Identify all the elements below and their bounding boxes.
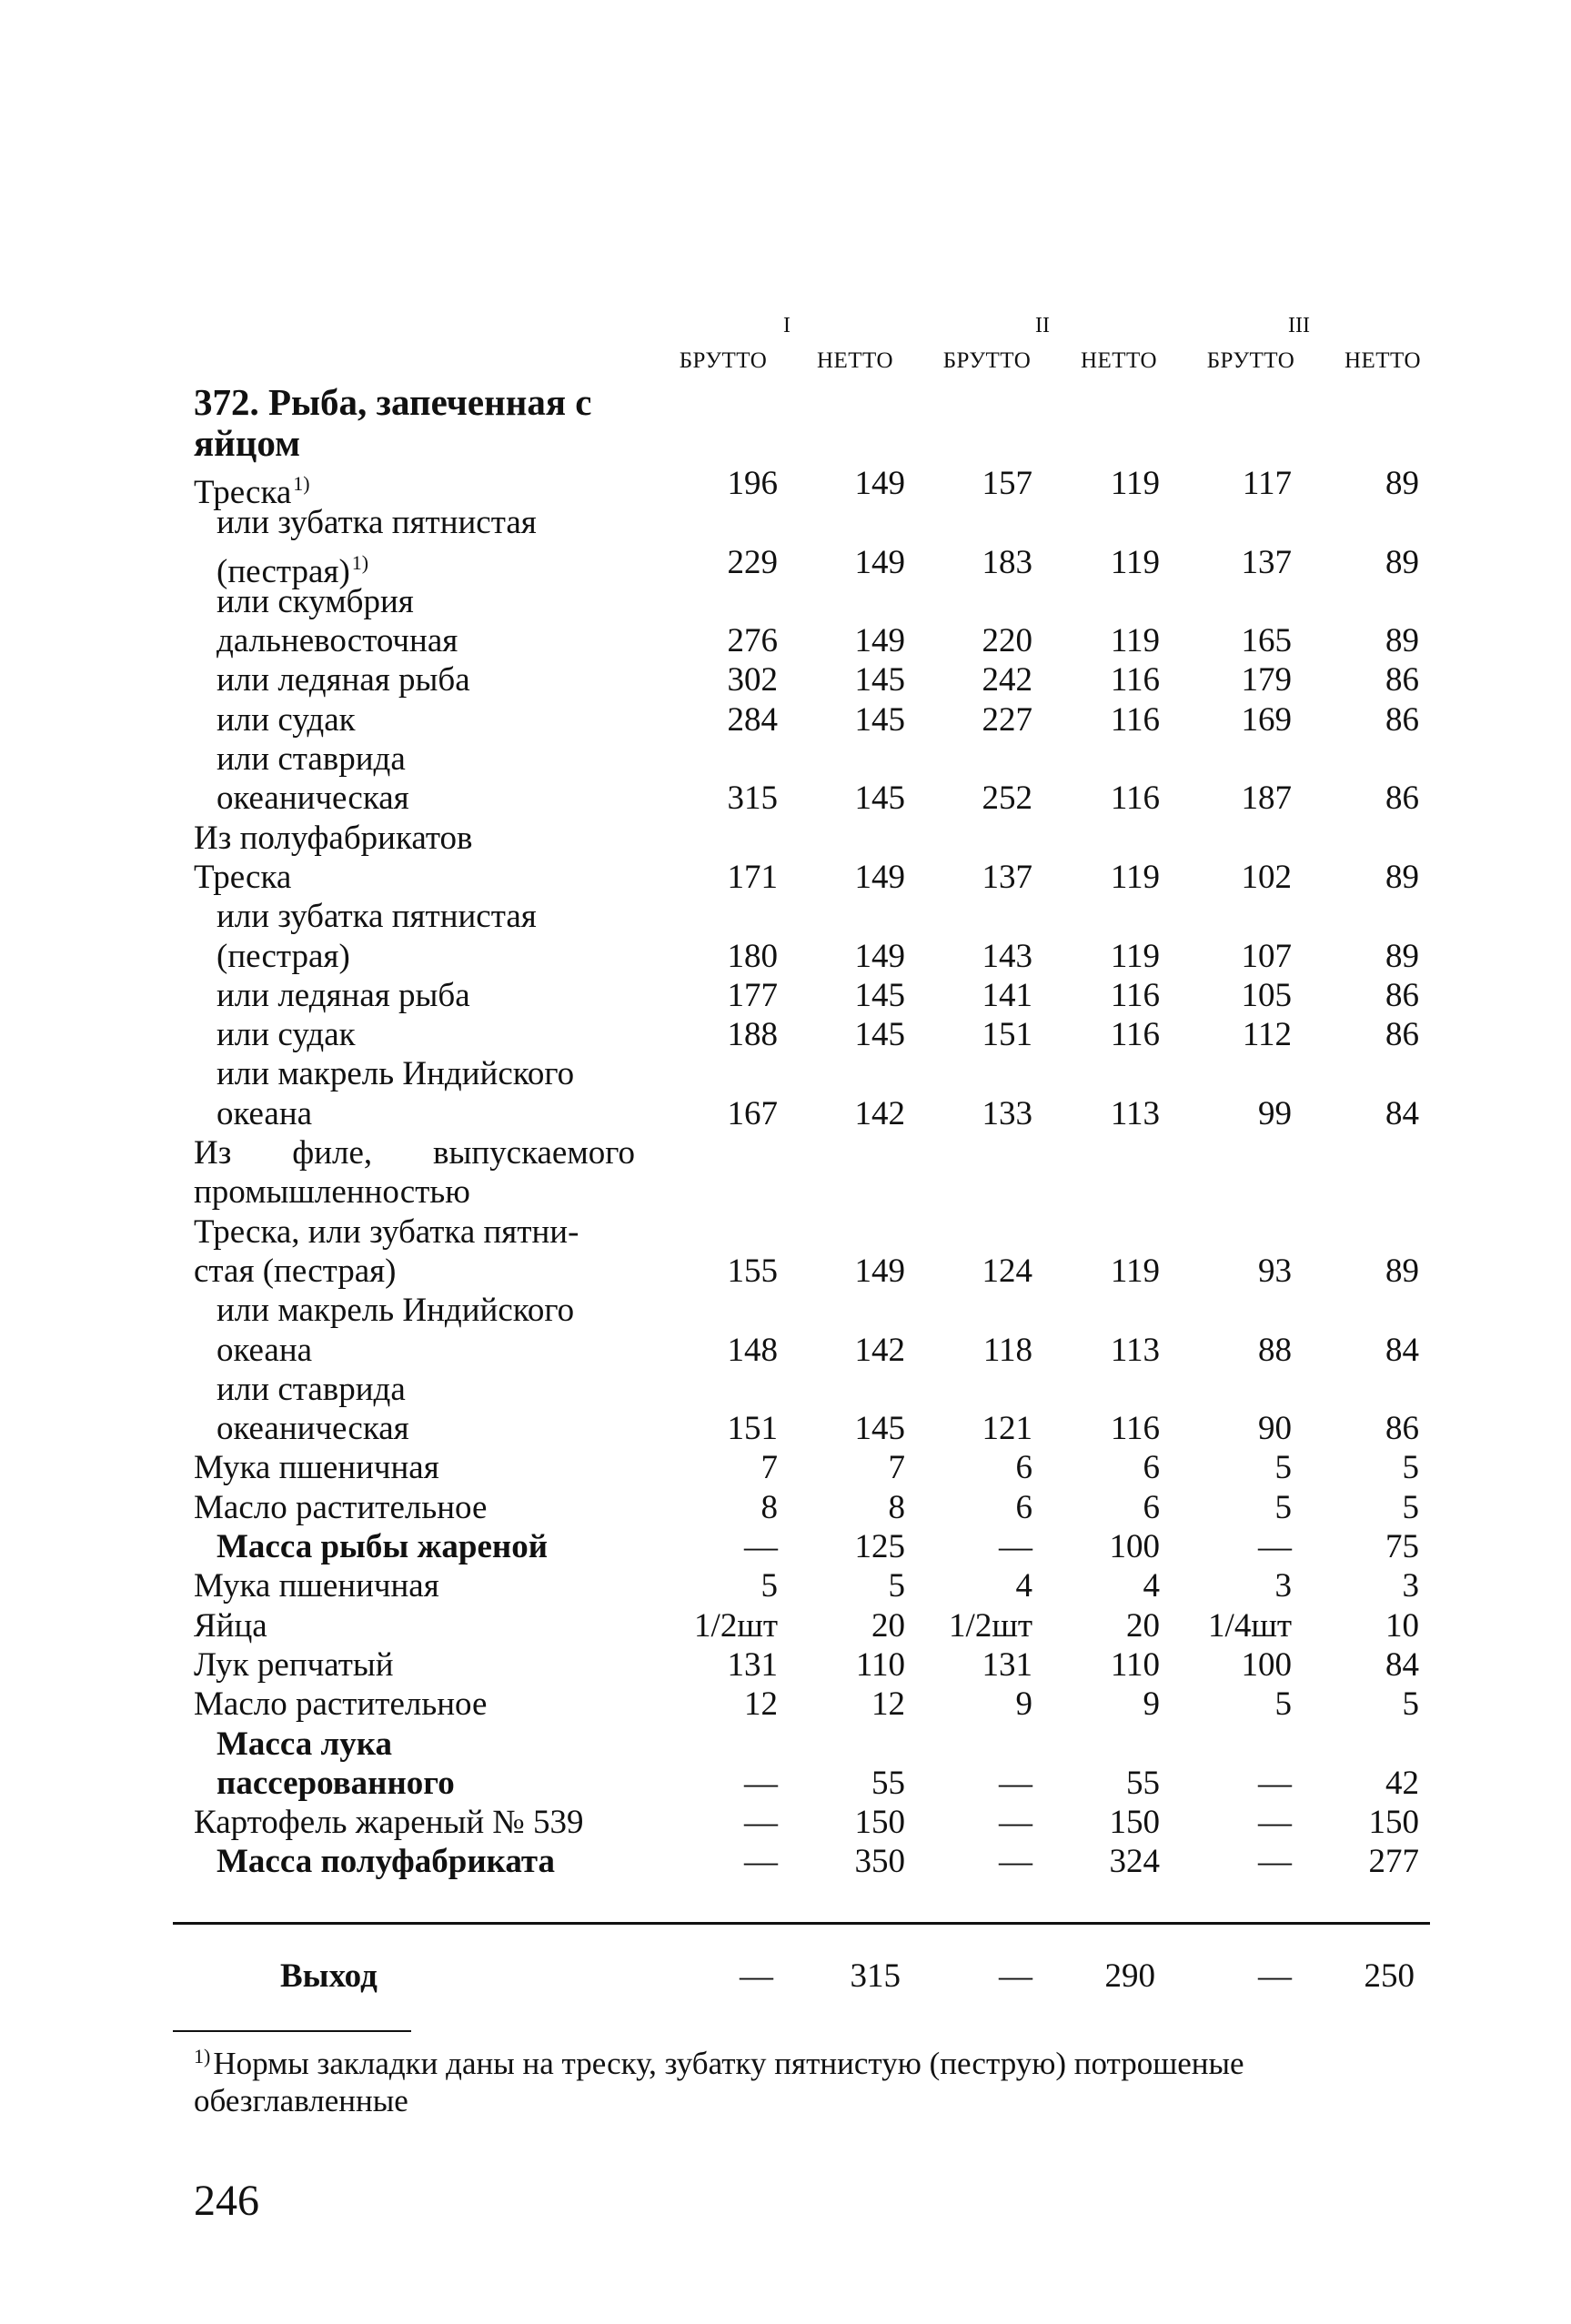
quantity-cell: 116 <box>1110 976 1160 1014</box>
quantity-cell: 9 <box>1015 1685 1032 1724</box>
quantity-cell: 119 <box>1110 858 1160 896</box>
table-row <box>0 1054 1571 1093</box>
quantity-cell: 119 <box>1110 543 1160 581</box>
quantity-cell: 84 <box>1385 1645 1419 1684</box>
quantity-cell: 86 <box>1385 661 1419 699</box>
table-row <box>0 700 1571 739</box>
ingredient-name <box>217 1409 409 1448</box>
quantity-cell: 324 <box>1109 1843 1160 1881</box>
footnote <box>194 2037 1422 2119</box>
quantity-cell: 137 <box>1241 543 1292 581</box>
quantity-cell: 99 <box>1258 1094 1292 1132</box>
quantity-cell: 252 <box>982 780 1032 818</box>
table-bottom-rule <box>173 1922 1430 1925</box>
ingredient-name <box>217 937 350 976</box>
quantity-cell: 220 <box>982 622 1032 660</box>
ingredient-label: дальневосточная <box>217 622 458 660</box>
ingredient-name <box>194 1606 267 1645</box>
ingredient-name <box>217 1291 574 1330</box>
ingredient-label: или скумбрия <box>217 582 414 620</box>
quantity-cell: 119 <box>1110 465 1160 502</box>
footnote-reference: 1) <box>293 472 310 495</box>
quantity-cell: 55 <box>871 1764 905 1802</box>
column-header-brutto-1: БРУТТО <box>679 348 768 373</box>
table-row <box>0 937 1571 976</box>
footnote-rule <box>173 2030 411 2032</box>
ingredient-label: океаническая <box>217 1410 409 1448</box>
ingredient-name <box>194 1448 439 1487</box>
quantity-cell: 6 <box>1143 1488 1160 1526</box>
quantity-cell: 149 <box>854 1252 905 1290</box>
table-row <box>0 543 1571 590</box>
table-row <box>0 1725 1571 1764</box>
quantity-cell: 350 <box>854 1843 905 1881</box>
table-row <box>0 976 1571 1015</box>
ingredient-label: или зубатка пятнистая <box>217 504 537 542</box>
quantity-cell: 3 <box>1402 1567 1419 1605</box>
table-row <box>0 897 1571 936</box>
table-row <box>0 1331 1571 1370</box>
quantity-cell: 89 <box>1385 858 1419 896</box>
quantity-cell: 93 <box>1258 1252 1292 1290</box>
column-header-brutto-2: БРУТТО <box>942 348 1032 373</box>
ingredient-label: или ставрида <box>217 1370 406 1408</box>
quantity-cell: 149 <box>854 858 905 896</box>
quantity-cell: 145 <box>854 780 905 818</box>
ingredient-name <box>217 897 537 936</box>
quantity-cell: 100 <box>1109 1528 1160 1566</box>
quantity-cell: 150 <box>1109 1804 1160 1842</box>
quantity-cell: 277 <box>1368 1843 1419 1881</box>
ingredient-name <box>194 1566 439 1605</box>
ingredient-label: Картофель жареный № 539 <box>194 1804 584 1842</box>
ingredient-name <box>194 858 291 897</box>
quantity-cell: — <box>744 1764 778 1802</box>
quantity-cell: — <box>744 1804 778 1842</box>
quantity-cell: 149 <box>854 937 905 975</box>
ingredient-label: или судак <box>217 1016 356 1054</box>
quantity-cell: 105 <box>1241 976 1292 1014</box>
ingredient-name <box>217 660 470 699</box>
ingredient-label: Из филе, выпускаемого <box>194 1134 635 1172</box>
quantity-cell: 141 <box>982 976 1032 1014</box>
quantity-cell: 171 <box>727 858 778 896</box>
quantity-cell: 124 <box>982 1252 1032 1290</box>
quantity-cell: 90 <box>1258 1410 1292 1448</box>
yield-value: 290 <box>1104 1957 1155 1995</box>
yield-value: 250 <box>1364 1957 1415 1995</box>
quantity-cell: 149 <box>854 622 905 660</box>
quantity-cell: 8 <box>760 1488 778 1526</box>
table-row <box>0 1842 1571 1881</box>
table-row <box>0 660 1571 699</box>
ingredient-name <box>217 976 470 1015</box>
ingredient-name <box>217 1764 455 1803</box>
ingredient-label: промышленностью <box>194 1173 470 1212</box>
quantity-cell: 179 <box>1241 661 1292 699</box>
quantity-cell: 7 <box>760 1449 778 1487</box>
ingredient-label: Мука пшеничная <box>194 1567 439 1605</box>
footnote-text: Нормы закладки даны на треску, зубатку пятнистую (пеструю) потрошеные обезглавленные <box>194 2046 1244 2118</box>
quantity-cell: — <box>999 1804 1032 1842</box>
ingredient-name <box>217 1370 406 1409</box>
quantity-cell: 1/2шт <box>694 1606 778 1645</box>
ingredient-name <box>217 1094 312 1133</box>
group-label-3: III <box>1288 314 1310 337</box>
quantity-cell: 86 <box>1385 780 1419 818</box>
ingredient-name <box>217 503 537 542</box>
quantity-cell: — <box>1258 1843 1292 1881</box>
quantity-cell: 167 <box>727 1094 778 1132</box>
quantity-cell: 116 <box>1110 700 1160 739</box>
quantity-cell: 7 <box>888 1449 905 1487</box>
ingredient-name <box>217 1725 392 1764</box>
ingredient-name <box>194 1252 397 1291</box>
quantity-cell: 116 <box>1110 661 1160 699</box>
quantity-cell: 110 <box>1110 1645 1160 1684</box>
quantity-cell: 155 <box>727 1252 778 1290</box>
quantity-cell: 4 <box>1015 1567 1032 1605</box>
quantity-cell: 4 <box>1143 1567 1160 1605</box>
table-row <box>0 1448 1571 1487</box>
quantity-cell: 149 <box>854 465 905 502</box>
ingredient-name <box>194 819 473 858</box>
ingredient-name <box>217 779 409 818</box>
quantity-cell: 12 <box>744 1685 778 1724</box>
quantity-cell: 6 <box>1015 1488 1032 1526</box>
quantity-cell: 119 <box>1110 622 1160 660</box>
ingredient-label: Масло растительное <box>194 1685 488 1724</box>
table-row <box>0 621 1571 660</box>
quantity-cell: 143 <box>982 937 1032 975</box>
yield-label: Выход <box>280 1957 378 1995</box>
quantity-cell: 89 <box>1385 543 1419 581</box>
ingredients-table <box>0 464 1571 1882</box>
ingredient-label: (пестрая) <box>217 552 350 590</box>
table-row <box>0 1291 1571 1330</box>
column-header-brutto-3: БРУТТО <box>1206 348 1295 373</box>
table-row <box>0 1803 1571 1842</box>
quantity-cell: 229 <box>727 543 778 581</box>
quantity-cell: 145 <box>854 661 905 699</box>
quantity-cell: 9 <box>1143 1685 1160 1724</box>
ingredient-label: океана <box>217 1331 313 1369</box>
quantity-cell: 196 <box>727 465 778 502</box>
table-row <box>0 1645 1571 1685</box>
quantity-cell: 5 <box>1402 1449 1419 1487</box>
quantity-cell: 125 <box>854 1528 905 1566</box>
table-row <box>0 1252 1571 1291</box>
quantity-cell: 188 <box>727 1016 778 1054</box>
quantity-cell: 5 <box>1274 1488 1292 1526</box>
table-row <box>0 464 1571 511</box>
recipe-title: 372. Рыба, запеченная с яйцом <box>194 381 592 464</box>
quantity-cell: 113 <box>1110 1331 1160 1369</box>
table-row <box>0 503 1571 542</box>
ingredient-name <box>194 1172 470 1212</box>
yield-value: — <box>1258 1957 1292 1995</box>
ingredient-name <box>194 1133 635 1172</box>
quantity-cell: 5 <box>760 1567 778 1605</box>
ingredient-name <box>217 1054 574 1093</box>
quantity-cell: 187 <box>1241 780 1292 818</box>
quantity-cell: 88 <box>1258 1331 1292 1369</box>
ingredient-name <box>217 1842 555 1881</box>
ingredient-name <box>217 1015 356 1054</box>
quantity-cell: 121 <box>982 1410 1032 1448</box>
quantity-cell: 116 <box>1110 1016 1160 1054</box>
ingredient-name <box>217 582 414 621</box>
quantity-cell: 145 <box>854 1016 905 1054</box>
ingredient-label: стая (пестрая) <box>194 1252 397 1290</box>
quantity-cell: 107 <box>1241 937 1292 975</box>
ingredient-label: или судак <box>217 700 356 739</box>
quantity-cell: 20 <box>871 1606 905 1645</box>
quantity-cell: 180 <box>727 937 778 975</box>
quantity-cell: 6 <box>1015 1449 1032 1487</box>
group-label-1: I <box>783 314 791 337</box>
quantity-cell: 89 <box>1385 622 1419 660</box>
ingredient-label: Масло растительное <box>194 1488 488 1526</box>
table-row <box>0 1409 1571 1448</box>
ingredient-label: Яйца <box>194 1606 267 1645</box>
quantity-cell: — <box>999 1843 1032 1881</box>
quantity-cell: 151 <box>727 1410 778 1448</box>
ingredient-name <box>194 1685 487 1724</box>
quantity-cell: 118 <box>982 1331 1032 1369</box>
quantity-cell: 5 <box>888 1567 905 1605</box>
quantity-cell: 149 <box>854 543 905 581</box>
ingredient-label: Масса лука <box>217 1725 392 1763</box>
quantity-cell: 8 <box>888 1488 905 1526</box>
quantity-cell: 165 <box>1241 622 1292 660</box>
yield-row <box>0 1956 1571 1997</box>
ingredient-name <box>194 1803 583 1842</box>
table-row <box>0 1488 1571 1527</box>
quantity-cell: 86 <box>1385 1016 1419 1054</box>
table-row <box>0 1370 1571 1409</box>
column-header-netto-3: НЕТТО <box>1344 348 1422 373</box>
quantity-cell: 20 <box>1126 1606 1160 1645</box>
ingredient-label: Треска <box>194 858 292 896</box>
ingredient-label: или зубатка пятнистая <box>217 898 537 936</box>
quantity-cell: 116 <box>1110 1410 1160 1448</box>
group-label-2: II <box>1035 314 1050 337</box>
table-row <box>0 739 1571 779</box>
quantity-cell: 116 <box>1110 780 1160 818</box>
ingredient-label: Из полуфабрикатов <box>194 819 473 857</box>
quantity-cell: 100 <box>1241 1645 1292 1684</box>
quantity-cell: 150 <box>1368 1804 1419 1842</box>
quantity-cell: 302 <box>727 661 778 699</box>
quantity-cell: — <box>744 1528 778 1566</box>
footnote-reference: 1) <box>351 550 369 574</box>
ingredient-name <box>194 1645 394 1685</box>
quantity-cell: 1/4шт <box>1208 1606 1292 1645</box>
ingredient-name <box>217 621 458 660</box>
quantity-cell: 284 <box>727 700 778 739</box>
table-row <box>0 1212 1571 1252</box>
quantity-cell: 137 <box>982 858 1032 896</box>
ingredient-label: Масса полуфабриката <box>217 1843 556 1881</box>
quantity-cell: 145 <box>854 700 905 739</box>
quantity-cell: 89 <box>1385 937 1419 975</box>
yield-value: 315 <box>850 1957 901 1995</box>
quantity-cell: 112 <box>1242 1016 1292 1054</box>
ingredient-label: океана <box>217 1094 313 1132</box>
ingredient-label: или макрель Индийского <box>217 1055 575 1093</box>
quantity-cell: 113 <box>1110 1094 1160 1132</box>
quantity-cell: — <box>744 1843 778 1881</box>
column-header-netto-1: НЕТТО <box>816 348 894 373</box>
ingredient-label: или ледяная рыба <box>217 976 470 1014</box>
quantity-cell: 227 <box>982 700 1032 739</box>
quantity-cell: 55 <box>1126 1764 1160 1802</box>
table-row <box>0 1094 1571 1133</box>
page-number: 246 <box>194 2177 259 2225</box>
quantity-cell: 177 <box>727 976 778 1014</box>
column-header-netto-2: НЕТТО <box>1080 348 1158 373</box>
quantity-cell: 12 <box>871 1685 905 1724</box>
ingredient-label: Треска, или зубатка пятни- <box>194 1212 579 1251</box>
footnote-mark: 1) <box>194 2045 211 2067</box>
ingredient-label: Масса рыбы жареной <box>217 1528 549 1566</box>
quantity-cell: — <box>1258 1528 1292 1566</box>
quantity-cell: 148 <box>727 1331 778 1369</box>
quantity-cell: 142 <box>854 1094 905 1132</box>
quantity-cell: 131 <box>727 1645 778 1684</box>
quantity-cell: 5 <box>1274 1685 1292 1724</box>
ingredient-name <box>217 1331 312 1370</box>
quantity-cell: 86 <box>1385 700 1419 739</box>
quantity-cell: 5 <box>1274 1449 1292 1487</box>
yield-value: — <box>740 1957 773 1995</box>
quantity-cell: 242 <box>982 661 1032 699</box>
ingredient-label: или макрель Индийского <box>217 1292 575 1330</box>
quantity-cell: 133 <box>982 1094 1032 1132</box>
quantity-cell: 119 <box>1110 1252 1160 1290</box>
table-row <box>0 1685 1571 1724</box>
table-row <box>0 1606 1571 1645</box>
quantity-cell: 145 <box>854 1410 905 1448</box>
table-row <box>0 1566 1571 1605</box>
quantity-cell: 145 <box>854 976 905 1014</box>
table-row <box>0 858 1571 897</box>
table-row <box>0 779 1571 818</box>
ingredient-name <box>194 1212 579 1252</box>
quantity-cell: — <box>999 1528 1032 1566</box>
ingredient-name <box>194 1488 487 1527</box>
quantity-cell: — <box>999 1764 1032 1802</box>
quantity-cell: — <box>1258 1804 1292 1842</box>
quantity-cell: 10 <box>1385 1606 1419 1645</box>
ingredient-name <box>217 700 356 739</box>
quantity-cell: 5 <box>1402 1488 1419 1526</box>
quantity-cell: 75 <box>1385 1528 1419 1566</box>
quantity-cell: 183 <box>982 543 1032 581</box>
table-row <box>0 1015 1571 1054</box>
table-row <box>0 1133 1571 1172</box>
table-row <box>0 582 1571 621</box>
ingredient-label: или ледяная рыба <box>217 661 470 699</box>
ingredient-label: пассерованного <box>217 1764 455 1802</box>
quantity-cell: 276 <box>727 622 778 660</box>
quantity-cell: 142 <box>854 1331 905 1369</box>
quantity-cell: 1/2шт <box>949 1606 1032 1645</box>
yield-value: — <box>999 1957 1032 1995</box>
quantity-cell: 169 <box>1241 700 1292 739</box>
quantity-cell: 119 <box>1110 937 1160 975</box>
quantity-cell: 3 <box>1274 1567 1292 1605</box>
quantity-cell: 102 <box>1241 858 1292 896</box>
table-row <box>0 1172 1571 1212</box>
quantity-cell: 84 <box>1385 1094 1419 1132</box>
table-row <box>0 1527 1571 1566</box>
ingredient-label: океаническая <box>217 780 409 818</box>
table-header <box>0 314 1571 387</box>
quantity-cell: 315 <box>727 780 778 818</box>
quantity-cell: 89 <box>1385 465 1419 502</box>
quantity-cell: 151 <box>982 1016 1032 1054</box>
quantity-cell: 131 <box>982 1645 1032 1684</box>
quantity-cell: 157 <box>982 465 1032 502</box>
ingredient-name <box>217 1527 548 1566</box>
quantity-cell: 117 <box>1242 465 1292 502</box>
ingredient-name <box>217 739 406 779</box>
table-row <box>0 819 1571 858</box>
ingredient-label: Треска <box>194 474 292 511</box>
ingredient-label: Мука пшеничная <box>194 1449 439 1487</box>
quantity-cell: 6 <box>1143 1449 1160 1487</box>
quantity-cell: 150 <box>854 1804 905 1842</box>
ingredient-label: (пестрая) <box>217 937 350 975</box>
quantity-cell: 86 <box>1385 976 1419 1014</box>
quantity-cell: 89 <box>1385 1252 1419 1290</box>
quantity-cell: 84 <box>1385 1331 1419 1369</box>
quantity-cell: 110 <box>855 1645 905 1684</box>
quantity-cell: — <box>1258 1764 1292 1802</box>
quantity-cell: 5 <box>1402 1685 1419 1724</box>
quantity-cell: 42 <box>1385 1764 1419 1802</box>
ingredient-label: Лук репчатый <box>194 1645 394 1684</box>
ingredient-label: или ставрида <box>217 740 406 779</box>
table-row <box>0 1764 1571 1803</box>
quantity-cell: 86 <box>1385 1410 1419 1448</box>
